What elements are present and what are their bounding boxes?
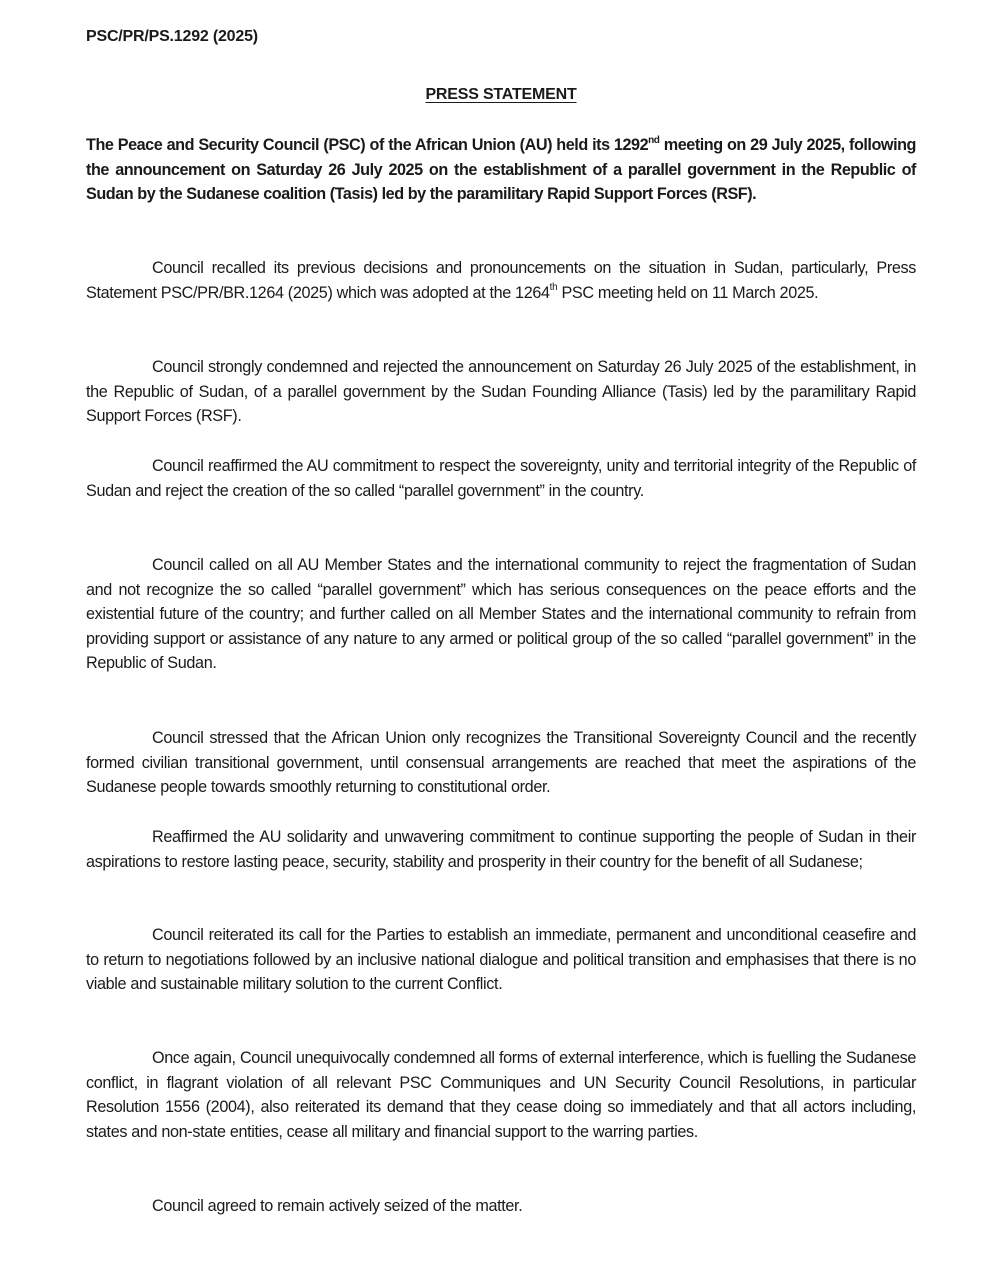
- paragraph-ceasefire: Council reiterated its call for the Parties to establish an immediate, permanent and unconditional ceasefire and to return to negotiations followed by an inclusive national dialogue and political transition and emphasises that there is no viable and sustainable military solution to the current Conflict.: [86, 926, 916, 994]
- intro-paragraph: [86, 133, 916, 207]
- intro-text-end: meeting on 29 July 2025, following the announcement on Saturday 26 July 2025 on the establishment of a parallel government in the Republic of Sudan by the Sudanese coalition (Tasis) led by the paramilitary Rapid Support Forces (RSF).: [86, 136, 916, 204]
- ordinal-suffix: th: [549, 282, 558, 294]
- paragraph-external-interference: Once again, Council unequivocally condemned all forms of external interference, which is fuelling the Sudanese conflict, in flagrant violation of all relevant PSC Communiques and UN Security Council Resolutions, in particular Resolution 1556 (2004), also reiterated its demand that they cease doing so immediately and that all actors including, states and non-state entities, cease all military and financial support to the warring parties.: [86, 1049, 916, 1141]
- paragraph-closing: Council agreed to remain actively seized of the matter.: [152, 1197, 523, 1215]
- paragraph-non-recognition: Council called on all AU Member States and the international community to reject the fragmentation of Sudan and not recognize the so called “parallel government” which has serious consequences on the peace efforts and the existential future of the country; and further called on all Member States and the international community to refrain from providing support or assistance of any nature to any armed or political group of the so called “parallel government” in the Republic of Sudan.: [86, 556, 916, 673]
- ordinal-suffix: nd: [648, 134, 660, 146]
- paragraph-recall-start: Council recalled its previous decisions and pronouncements on the situation in Sudan, particularly, Press Statement PSC/PR/BR.1264 (2025) which was adopted at the 1264: [86, 259, 916, 302]
- intro-text-start: The Peace and Security Council (PSC) of the African Union (AU) held its 1292: [86, 136, 649, 154]
- paragraph-recognition: Council stressed that the African Union only recognizes the Transitional Sovereignty Council and the recently formed civilian transitional government, until consensual arrangements are reached that meet the aspirations of the Sudanese people towards smoothly returning to constitutional order.: [86, 729, 916, 797]
- document-title: [86, 86, 916, 104]
- document-title-text: PRESS STATEMENT: [425, 86, 577, 103]
- paragraph-recall: [86, 256, 916, 305]
- paragraph-condemn: Council strongly condemned and rejected the announcement on Saturday 26 July 2025 of the establishment, in the Republic of Sudan, of a parallel government by the Sudan Founding Alliance (Tasis) led by the paramilitary Rapid Support Forces (RSF).: [86, 358, 916, 426]
- paragraph-recall-end: PSC meeting held on 11 March 2025.: [557, 283, 819, 302]
- document-reference: PSC/PR/PS.1292 (2025): [86, 28, 258, 45]
- paragraph-solidarity: Reaffirmed the AU solidarity and unwavering commitment to continue supporting the people of Sudan in their aspirations to restore lasting peace, security, stability and prosperity in their country for the benefit of all Sudanese;: [86, 828, 916, 871]
- paragraph-sovereignty: Council reaffirmed the AU commitment to respect the sovereignty, unity and territorial integrity of the Republic of Sudan and reject the creation of the so called “parallel government” in the country.: [86, 457, 916, 500]
